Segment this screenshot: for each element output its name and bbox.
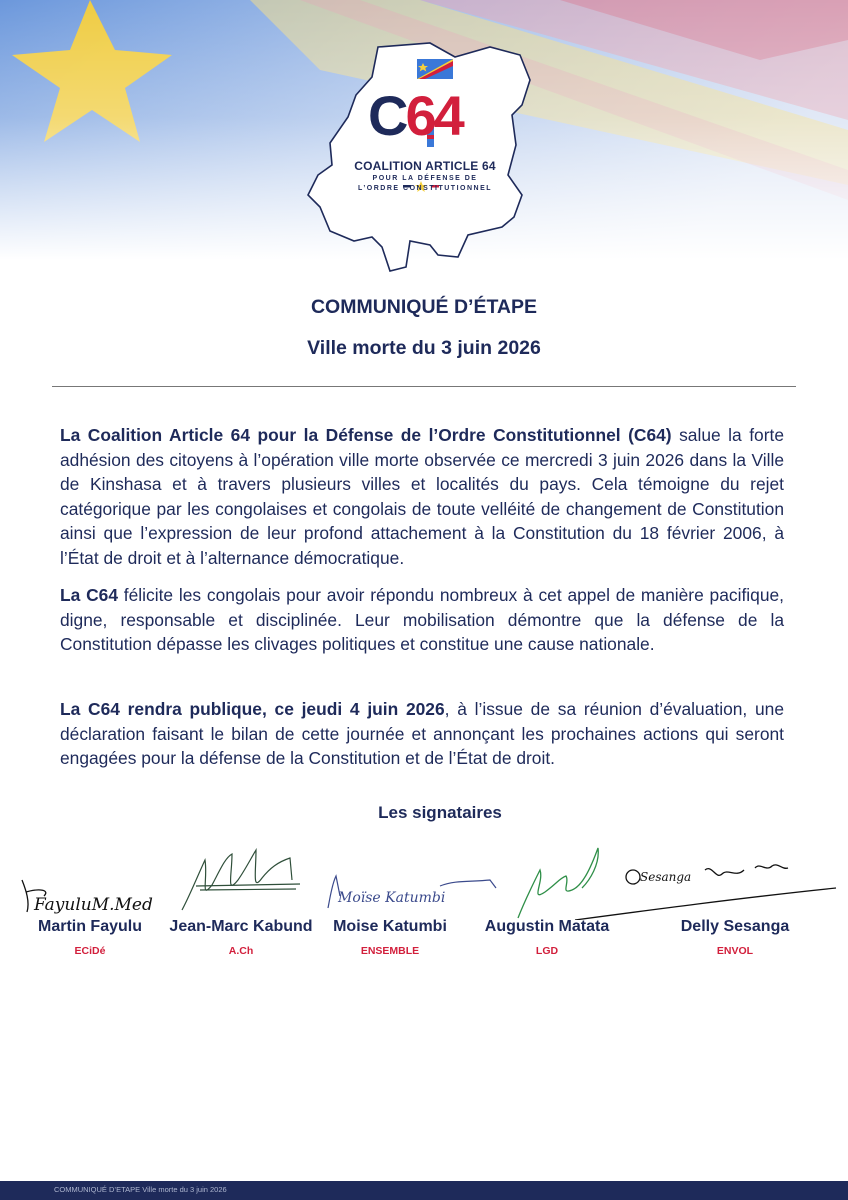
signatories-heading: Les signataires [378, 803, 502, 822]
svg-text:Sesanga: Sesanga [640, 870, 692, 884]
paragraph-2-lead: La C64 [60, 585, 118, 605]
footer-text: COMMUNIQUÉ D’ETAPE Ville morte du 3 juin 2026 [54, 1185, 227, 1194]
signatory-org: ENSEMBLE [360, 945, 420, 957]
svg-text:Moïse Katumbi: Moïse Katumbi [338, 890, 446, 906]
paragraph-1-lead: La Coalition Article 64 pour la Défense de l’Ordre Constitutionnel (C64) [60, 425, 672, 445]
paragraph-1-text: salue la forte adhésion des citoyens à l’opération ville morte observée ce mercredi 3 juin 2026 dans la Ville de Kinshasa et à travers plusieurs villes et localités du pays. Cela témoigne du rejet catégorique par les congolaises et congolais de toute velléité de changement de Constitution ainsi que l’expression de leur profond attachement à la Constitution du 18 février 2006, à l’État de droit et à l’alternance démocratique. [60, 425, 784, 568]
signatory-name: Moise Katumbi [333, 918, 447, 935]
signatory-kabund [160, 918, 322, 957]
signatory-org: ECiDé [74, 945, 106, 957]
signature-katumbi [328, 876, 496, 908]
signatory-katumbi [322, 918, 458, 957]
signatory-name: Martin Fayulu [37, 918, 142, 935]
signature-matata [518, 848, 598, 918]
logo-number: 64 [405, 84, 462, 147]
signatory-org: ENVOL [716, 945, 754, 957]
document-title: COMMUNIQUÉ D’ÉTAPE [310, 296, 538, 318]
signatures-area [0, 840, 848, 920]
paragraph-2 [60, 583, 784, 657]
document-subtitle: Ville morte du 3 juin 2026 [307, 337, 541, 359]
paragraph-3-text: , à l’issue de sa réunion d’évaluation, une déclaration faisant le bilan de cette journée et annonçant les prochaines actions qui seront engagées pour la défense de la Constitution et de l’État de droit. [60, 699, 784, 769]
signatory-matata [472, 918, 622, 957]
signatory-sesanga [665, 918, 805, 957]
logo-line-1: COALITION ARTICLE 64 [354, 159, 496, 173]
paragraph-2-text: félicite les congolais pour avoir répondu nombreux à cet appel de manière pacifique, digne, responsable et disciplinée. Leur mobilisation démontre que la défense de la Constitution dépasse les clivages politiques et constitue une cause nationale. [60, 585, 784, 655]
paragraph-3 [60, 697, 784, 771]
signatory-name: Augustin Matata [484, 918, 610, 935]
logo-line-2: POUR LA DÉFENSE DE [372, 175, 478, 182]
signatory-fayulu [20, 918, 160, 957]
signatory-org: LGD [535, 945, 559, 957]
svg-text:FayuluM.Med: FayuluM.Med [34, 895, 153, 915]
logo-c-letter: C [368, 84, 406, 147]
c64-logo [290, 35, 560, 285]
paragraph-1 [60, 423, 784, 571]
signatory-org: A.Ch [228, 945, 254, 957]
signature-kabund [182, 850, 300, 910]
paragraph-3-lead: La C64 rendra publique, ce jeudi 4 juin 2026 [60, 699, 445, 719]
signature-sesanga [575, 865, 836, 920]
signature-fayulu [22, 880, 153, 915]
signatory-name: Jean-Marc Kabund [169, 918, 313, 935]
signatory-name: Delly Sesanga [680, 918, 790, 935]
divider [52, 386, 796, 387]
footer-bar [0, 1181, 848, 1200]
logo-wordmark [368, 83, 488, 148]
logo-line-3: L’ORDRE CONSTITUTIONNEL [357, 185, 493, 192]
